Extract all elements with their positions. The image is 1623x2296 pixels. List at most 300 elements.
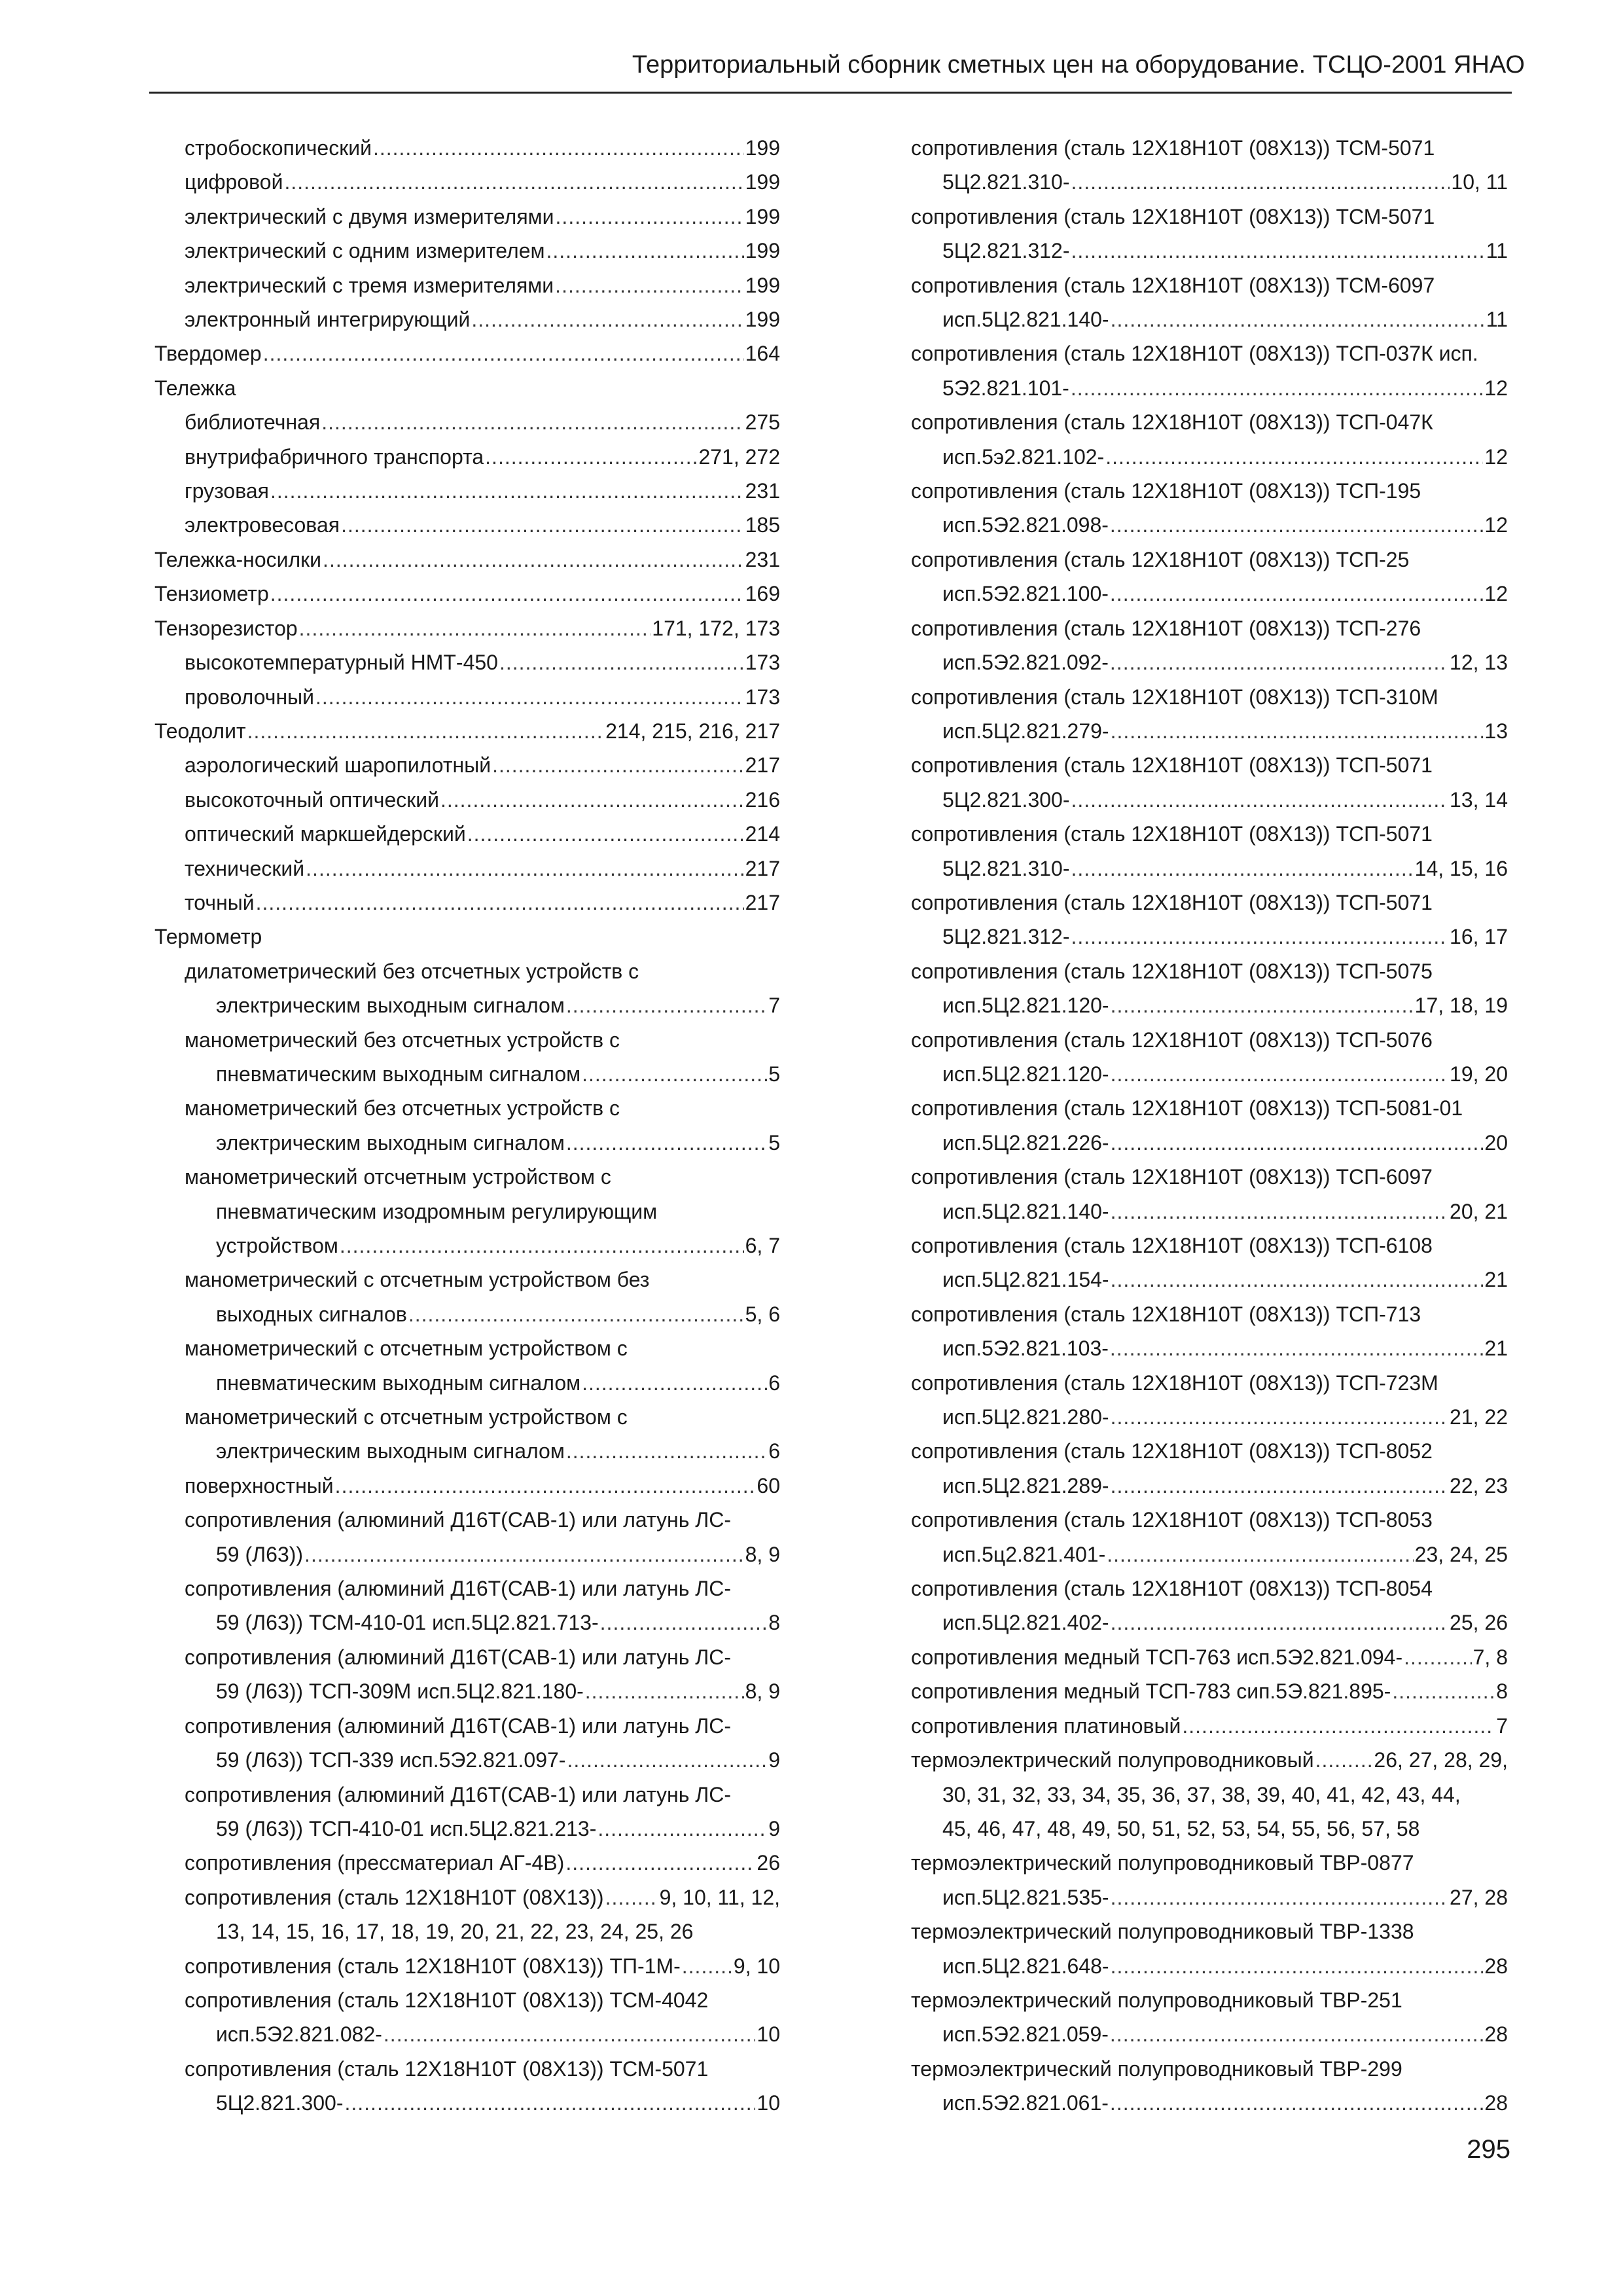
- entry-term: исп.5ц2.821.401-: [942, 1542, 1106, 1566]
- dot-leader: [1071, 852, 1413, 886]
- entry-term: сопротивления (прессматериал АГ-4В): [185, 1851, 565, 1875]
- entry-pages: 23, 24, 25: [1414, 1542, 1508, 1566]
- entry-term: сопротивления (алюминий Д16Т(САВ-1) или латунь ЛС-: [185, 1713, 732, 1738]
- index-entry: [911, 1434, 1508, 1503]
- entry-term: Термометр: [154, 925, 262, 949]
- index-entry: [911, 1640, 1508, 1674]
- entry-term: исп.5Ц2.821.402-: [942, 1611, 1109, 1635]
- entry-term: сопротивления (сталь 12Х18Н10Т (08Х13)) ТСП-723М: [911, 1371, 1438, 1395]
- dot-leader: [499, 645, 744, 679]
- entry-term: сопротивления (алюминий Д16Т(САВ-1) или латунь ЛС-: [185, 1645, 732, 1669]
- entry-pages: 7: [768, 994, 780, 1018]
- entry-pages: 60: [757, 1473, 780, 1498]
- entry-pages: 199: [745, 136, 780, 160]
- entry-pages: 17, 18, 19: [1414, 994, 1508, 1018]
- entry-term: пневматическим выходным сигналом: [216, 1371, 581, 1395]
- dot-leader: [582, 1057, 767, 1091]
- entry-pages: 26: [757, 1851, 780, 1875]
- index-entry: [911, 1091, 1508, 1160]
- index-entry: [185, 1949, 780, 1983]
- entry-term: исп.5Ц2.821.280-: [942, 1405, 1109, 1429]
- entry-term: сопротивления (сталь 12Х18Н10Т (08Х13)) ТСП-713: [911, 1302, 1421, 1326]
- entry-pages: 169: [745, 582, 780, 606]
- entry-term: выходных сигналов: [216, 1302, 407, 1326]
- entry-term: 5Ц2.821.310-: [942, 170, 1070, 194]
- entry-pages: 8: [768, 1611, 780, 1635]
- index-entry: [911, 1229, 1508, 1297]
- entry-pages: 5: [768, 1062, 780, 1086]
- entry-term: исп.5Ц2.821.279-: [942, 719, 1109, 743]
- index-entry: [185, 440, 780, 474]
- entry-term: исп.5Ц2.821.535-: [942, 1885, 1109, 1909]
- index-entry: [911, 817, 1508, 886]
- index-entry: [911, 954, 1508, 1023]
- index-entry: [911, 1914, 1508, 1983]
- dot-leader: [492, 748, 744, 782]
- dot-leader: [270, 474, 744, 508]
- entry-term: манометрический отсчетным устройством с: [185, 1165, 611, 1189]
- dot-leader: [1071, 783, 1448, 817]
- index-entry: [185, 1263, 780, 1331]
- entry-term: исп.5Ц2.821.120-: [942, 1062, 1109, 1086]
- entry-term: сопротивления (алюминий Д16Т(САВ-1) или латунь ЛС-: [185, 1577, 732, 1601]
- entry-term: Тележка: [154, 376, 236, 400]
- dot-leader: [1111, 1605, 1448, 1640]
- entry-pages: 6: [768, 1371, 780, 1395]
- entry-pages: 7: [1496, 1713, 1508, 1738]
- entry-term: исп.5Э2.821.100-: [942, 582, 1109, 606]
- entry-term: исп.5Ц2.821.120-: [942, 994, 1109, 1018]
- index-entry: [185, 1846, 780, 1880]
- dot-leader: [299, 611, 651, 645]
- entry-pages: 12: [1484, 582, 1508, 606]
- entry-term: электрический с одним измерителем: [185, 239, 545, 263]
- entry-term: сопротивления (сталь 12Х18Н10Т (08Х13)) ТП-1М-: [185, 1954, 681, 1978]
- entry-pages: 19, 20: [1450, 1062, 1508, 1086]
- entry-term: 5Ц2.821.312-: [942, 925, 1070, 949]
- index-entry: [911, 1709, 1508, 1743]
- entry-term: термоэлектрический полупроводниковый ТВР-0877: [911, 1851, 1414, 1875]
- index-entry: [185, 1709, 780, 1778]
- entry-term: сопротивления медный ТСП-783 сип.5Э.821.895-: [911, 1679, 1391, 1704]
- entry-term: пневматическим изодромным регулирующим: [216, 1199, 658, 1223]
- entry-term: исп.5Ц2.821.140-: [942, 1199, 1109, 1223]
- dot-leader: [1110, 1331, 1484, 1365]
- index-entry: [185, 817, 780, 851]
- entry-pages-continued: 45, 46, 47, 48, 49, 50, 51, 52, 53, 54, 55, 56, 57, 58: [942, 1816, 1420, 1840]
- dot-leader: [582, 1366, 767, 1400]
- entry-term: 59 (Л63)): [216, 1542, 304, 1566]
- dot-leader: [546, 234, 744, 268]
- index-entry: [154, 543, 780, 577]
- entry-pages: 8, 9: [745, 1679, 780, 1704]
- entry-pages: 28: [1484, 1954, 1508, 1978]
- index-entry: [154, 336, 780, 370]
- dot-leader: [1111, 1949, 1484, 1983]
- entry-term: Теодолит: [154, 719, 246, 743]
- entry-pages: 271, 272: [698, 444, 780, 469]
- index-entry: [185, 680, 780, 714]
- entry-term: пневматическим выходным сигналом: [216, 1062, 581, 1086]
- index-entry: [911, 1846, 1508, 1914]
- entry-term: исп.5Э2.821.092-: [942, 651, 1109, 675]
- entry-term: сопротивления (сталь 12Х18Н10Т (08Х13)) ТСП-8053: [911, 1508, 1433, 1532]
- index-entry: [911, 1297, 1508, 1366]
- dot-leader: [1111, 1400, 1448, 1434]
- dot-leader: [247, 714, 604, 748]
- entry-term: точный: [185, 890, 255, 914]
- entry-term: сопротивления (сталь 12Х18Н10Т (08Х13)) ТСП-195: [911, 479, 1421, 503]
- dot-leader: [1111, 714, 1484, 748]
- index-entry: [185, 1503, 780, 1571]
- entry-term: исп.5Ц2.821.226-: [942, 1130, 1109, 1155]
- entry-term: Тензиометр: [154, 582, 269, 606]
- entry-term: сопротивления (сталь 12Х18Н10Т (08Х13)) ТСП-5076: [911, 1028, 1433, 1052]
- entry-pages: 10: [757, 2022, 780, 2047]
- dot-leader: [566, 988, 767, 1022]
- dot-leader: [440, 783, 744, 817]
- index-entry: [911, 474, 1508, 543]
- index-entry: [154, 577, 780, 611]
- entry-term: сопротивления (сталь 12Х18Н10Т (08Х13)) ТСМ-5071: [911, 204, 1435, 228]
- entry-term: технический: [185, 856, 305, 880]
- entry-pages: 12: [1484, 444, 1508, 469]
- index-entry: [185, 954, 780, 1023]
- entry-pages: 173: [745, 685, 780, 709]
- entry-pages: 199: [745, 239, 780, 263]
- entry-term: исп.5Ц2.821.289-: [942, 1473, 1109, 1498]
- entry-term: оптический маркшейдерский: [185, 822, 466, 846]
- entry-pages: 9, 10, 11, 12,: [659, 1885, 780, 1909]
- entry-term: сопротивления (сталь 12Х18Н10Т (08Х13)) ТСМ-5071: [911, 136, 1435, 160]
- entry-term: стробоскопический: [185, 136, 372, 160]
- entry-pages: 199: [745, 204, 780, 228]
- entry-pages: 5, 6: [745, 1302, 780, 1326]
- index-entry: [911, 1571, 1508, 1640]
- dot-leader: [1392, 1674, 1495, 1708]
- entry-term: Твердомер: [154, 342, 262, 366]
- dot-leader: [565, 1846, 755, 1880]
- index-entry: [911, 268, 1508, 337]
- entry-term: сопротивления платиновый: [911, 1713, 1181, 1738]
- entry-pages: 11: [1486, 308, 1508, 332]
- dot-leader: [1110, 577, 1484, 611]
- entry-term: 5Ц2.821.300-: [942, 787, 1070, 812]
- entry-pages: 16, 17: [1450, 925, 1508, 949]
- entry-term: 5Ц2.821.300-: [216, 2091, 344, 2115]
- entry-term: сопротивления (сталь 12Х18Н10Т (08Х13)) ТСП-5081-01: [911, 1096, 1463, 1121]
- entry-pages: 231: [745, 479, 780, 503]
- dot-leader: [284, 165, 743, 199]
- index-entry: [911, 2052, 1508, 2121]
- dot-leader: [341, 508, 744, 542]
- entry-pages: 199: [745, 308, 780, 332]
- dot-leader: [585, 1674, 744, 1708]
- index-entry: [911, 1674, 1508, 1708]
- entry-term: 59 (Л63)) ТСП-410-01 исп.5Ц2.821.213-: [216, 1816, 597, 1840]
- entry-term: поверхностный: [185, 1473, 334, 1498]
- entry-pages: 173: [745, 651, 780, 675]
- index-entry: [185, 1331, 780, 1400]
- entry-term: сопротивления (сталь 12Х18Н10Т (08Х13)) ТСП-037К исп.: [911, 342, 1478, 366]
- index-entry: [185, 1091, 780, 1160]
- entry-term: 5Ц2.821.310-: [942, 856, 1070, 880]
- entry-pages: 14, 15, 16: [1414, 856, 1508, 880]
- dot-leader: [1111, 1469, 1448, 1503]
- index-entry: [911, 336, 1508, 405]
- entry-term: исп.5э2.821.102-: [942, 444, 1105, 469]
- entry-pages: 10: [757, 2091, 780, 2115]
- entry-term: сопротивления (сталь 12Х18Н10Т (08Х13)) ТСП-5071: [911, 890, 1433, 914]
- entry-term: 5Э2.821.101-: [942, 376, 1069, 400]
- index-entry: [185, 234, 780, 268]
- entry-term: электрическим выходным сигналом: [216, 1130, 565, 1155]
- dot-leader: [344, 2086, 755, 2120]
- entry-term: высокотемпературный НМТ-450: [185, 651, 498, 675]
- dot-leader: [1111, 1194, 1448, 1229]
- dot-leader: [1071, 920, 1448, 954]
- entry-pages-continued: 13, 14, 15, 16, 17, 18, 19, 20, 21, 22, 23, 24, 25, 26: [216, 1920, 694, 1944]
- entry-term: электрическим выходным сигналом: [216, 1439, 565, 1463]
- entry-pages: 185: [745, 513, 780, 537]
- dot-leader: [315, 680, 744, 714]
- dot-leader: [1110, 2086, 1484, 2120]
- index-entry: [911, 1023, 1508, 1092]
- index-entry: [911, 200, 1508, 268]
- entry-term: Тележка-носилки: [154, 547, 322, 571]
- index-entry: [154, 611, 780, 645]
- entry-term: исп.5Э2.821.061-: [942, 2091, 1109, 2115]
- dot-leader: [1105, 440, 1483, 474]
- dot-leader: [1315, 1743, 1373, 1777]
- entry-term: термоэлектрический полупроводниковый ТВР-1338: [911, 1920, 1414, 1944]
- dot-leader: [467, 817, 744, 851]
- index-entry: [185, 508, 780, 542]
- entry-term: термоэлектрический полупроводниковый: [911, 1748, 1314, 1772]
- entry-pages: 20: [1484, 1130, 1508, 1155]
- dot-leader: [556, 200, 744, 234]
- entry-pages: 216: [745, 787, 780, 812]
- entry-pages: 275: [745, 410, 780, 435]
- index-entry: [185, 1778, 780, 1846]
- dot-leader: [566, 1434, 767, 1468]
- index-entry: [185, 131, 780, 165]
- entry-pages: 9, 10: [733, 1954, 780, 1978]
- entry-term: устройством: [216, 1234, 338, 1257]
- entry-term: манометрический с отсчетным устройством с: [185, 1405, 628, 1429]
- index-entry: [911, 1743, 1508, 1846]
- dot-leader: [1111, 1126, 1484, 1160]
- entry-pages: 217: [745, 856, 780, 880]
- entry-pages: 22, 23: [1450, 1473, 1508, 1498]
- entry-term: 59 (Л63)) ТСП-339 исп.5Э2.821.097-: [216, 1748, 566, 1772]
- entry-term: библиотечная: [185, 410, 321, 435]
- entry-term: электровесовая: [185, 513, 340, 537]
- index-entry: [185, 1400, 780, 1469]
- entry-pages: 9: [768, 1816, 780, 1840]
- dot-leader: [304, 1537, 744, 1571]
- index-entry: [185, 748, 780, 782]
- dot-leader: [335, 1469, 756, 1503]
- dot-leader: [1110, 645, 1448, 679]
- index-entry: [911, 1160, 1508, 1229]
- entry-term: цифровой: [185, 170, 283, 194]
- entry-pages: 164: [745, 342, 780, 366]
- page-number: 295: [1467, 2135, 1510, 2164]
- entry-term: сопротивления (сталь 12Х18Н10Т (08Х13)) ТСП-5075: [911, 959, 1433, 983]
- index-entry: [185, 200, 780, 234]
- dot-leader: [340, 1229, 744, 1263]
- dot-leader: [471, 302, 743, 336]
- index-entry: [185, 852, 780, 886]
- entry-term: исп.5Э2.821.103-: [942, 1336, 1109, 1361]
- dot-leader: [600, 1605, 768, 1640]
- entry-pages: 12, 13: [1450, 651, 1508, 675]
- dot-leader: [1110, 2017, 1484, 2051]
- index-entry: [911, 1366, 1508, 1435]
- entry-pages: 5: [768, 1130, 780, 1155]
- dot-leader: [1071, 234, 1484, 268]
- entry-term: сопротивления (сталь 12Х18Н10Т (08Х13)) ТСП-8054: [911, 1577, 1433, 1601]
- entry-pages: 217: [745, 890, 780, 914]
- index-entry: [185, 268, 780, 302]
- entry-pages: 25, 26: [1450, 1611, 1508, 1635]
- entry-term: сопротивления (алюминий Д16Т(САВ-1) или латунь ЛС-: [185, 1508, 732, 1532]
- entry-pages: 21: [1484, 1268, 1508, 1292]
- dot-leader: [323, 543, 744, 577]
- entry-pages: 12: [1484, 376, 1508, 400]
- entry-pages: 13, 14: [1450, 787, 1508, 812]
- entry-pages: 27, 28: [1450, 1885, 1508, 1909]
- dot-leader: [682, 1949, 732, 1983]
- entry-term: сопротивления (сталь 12Х18Н10Т (08Х13)) ТСП-25: [911, 547, 1410, 571]
- entry-pages: 12: [1484, 513, 1508, 537]
- dot-leader: [567, 1743, 767, 1777]
- entry-pages: 6: [768, 1439, 780, 1463]
- entry-term: 5Ц2.821.312-: [942, 239, 1070, 263]
- dot-leader: [1111, 988, 1414, 1022]
- entry-term: сопротивления (сталь 12Х18Н10Т (08Х13)) ТСП-047К: [911, 410, 1433, 435]
- entry-pages: 231: [745, 547, 780, 571]
- entry-term: термоэлектрический полупроводниковый ТВР-299: [911, 2056, 1402, 2081]
- entry-pages: 13: [1484, 719, 1508, 743]
- entry-term: исп.5Э2.821.059-: [942, 2022, 1109, 2047]
- entry-term: электрическим выходным сигналом: [216, 994, 565, 1018]
- dot-leader: [256, 886, 744, 920]
- entry-term: 59 (Л63)) ТСМ-410-01 исп.5Ц2.821.713-: [216, 1611, 599, 1635]
- entry-term: 59 (Л63)) ТСП-309М исп.5Ц2.821.180-: [216, 1679, 584, 1704]
- dot-leader: [1111, 1057, 1448, 1091]
- entry-term: манометрический с отсчетным устройством без: [185, 1268, 650, 1292]
- entry-term: высокоточный оптический: [185, 787, 439, 812]
- index-entry: [154, 371, 780, 405]
- index-entry: [185, 1983, 780, 2052]
- index-entry: [185, 1469, 780, 1503]
- index-entry: [911, 1503, 1508, 1571]
- dot-leader: [597, 1812, 767, 1846]
- entry-pages: 9: [768, 1748, 780, 1772]
- entry-pages: 217: [745, 753, 780, 778]
- entry-pages: 10, 11: [1451, 170, 1508, 194]
- entry-term: сопротивления (сталь 12Х18Н10Т (08Х13)) ТСП-276: [911, 616, 1421, 640]
- index-entry: [911, 131, 1508, 200]
- entry-term: электрический с двумя измерителями: [185, 204, 554, 228]
- index-entry: [911, 886, 1508, 954]
- dot-leader: [1111, 302, 1485, 336]
- entry-pages: 21: [1484, 1336, 1508, 1361]
- entry-pages: 171, 172, 173: [652, 616, 780, 640]
- entry-pages-continued: 30, 31, 32, 33, 34, 35, 36, 37, 38, 39, 40, 41, 42, 43, 44,: [942, 1782, 1461, 1806]
- entry-term: электрический с тремя измерителями: [185, 273, 554, 297]
- index-entry: [185, 783, 780, 817]
- index-entry: [154, 714, 780, 748]
- entry-term: исп.5Ц2.821.154-: [942, 1268, 1109, 1292]
- entry-pages: 26, 27, 28, 29,: [1374, 1748, 1508, 1772]
- entry-term: грузовая: [185, 479, 269, 503]
- dot-leader: [306, 852, 743, 886]
- index-entry: [911, 748, 1508, 817]
- index-entry: [185, 405, 780, 439]
- index-entry: [154, 920, 780, 954]
- dot-leader: [1071, 371, 1484, 405]
- dot-leader: [605, 1880, 658, 1914]
- index-entry: [185, 1880, 780, 1949]
- index-entry: [911, 405, 1508, 474]
- dot-leader: [1111, 1880, 1448, 1914]
- entry-term: исп.5Ц2.821.140-: [942, 308, 1109, 332]
- index-entry: [185, 302, 780, 336]
- dot-leader: [485, 440, 697, 474]
- entry-pages: 28: [1484, 2022, 1508, 2047]
- entry-term: аэрологический шаропилотный: [185, 753, 491, 778]
- entry-term: сопротивления (сталь 12Х18Н10Т (08Х13)) ТСМ-5071: [185, 2056, 709, 2081]
- entry-term: дилатометрический без отсчетных устройств с: [185, 959, 639, 983]
- dot-leader: [1182, 1709, 1495, 1743]
- index-entry: [911, 680, 1508, 749]
- dot-leader: [270, 577, 744, 611]
- dot-leader: [373, 131, 744, 165]
- dot-leader: [263, 336, 744, 370]
- entry-pages: 6, 7: [745, 1234, 780, 1257]
- dot-leader: [1107, 1537, 1413, 1571]
- index-entry: [185, 165, 780, 199]
- dot-leader: [408, 1297, 744, 1331]
- entry-pages: 214, 215, 216, 217: [605, 719, 780, 743]
- entry-term: внутрифабричного транспорта: [185, 444, 484, 469]
- entry-term: термоэлектрический полупроводниковый ТВР-251: [911, 1988, 1402, 2012]
- entry-term: сопротивления (сталь 12Х18Н10Т (08Х13)) ТСП-6097: [911, 1165, 1433, 1189]
- entry-pages: 11: [1486, 239, 1508, 263]
- entry-term: манометрический без отсчетных устройств с: [185, 1096, 620, 1121]
- entry-term: сопротивления (сталь 12Х18Н10Т (08Х13)) ТСМ-6097: [911, 273, 1435, 297]
- header-rule: [149, 92, 1512, 94]
- entry-pages: 8: [1496, 1679, 1508, 1704]
- index-entry: [911, 611, 1508, 680]
- dot-leader: [383, 2017, 756, 2051]
- dot-leader: [1404, 1640, 1472, 1674]
- index-entry: [185, 474, 780, 508]
- entry-pages: 199: [745, 273, 780, 297]
- index-column-left: [154, 131, 780, 2121]
- index-entry: [911, 543, 1508, 611]
- dot-leader: [566, 1126, 767, 1160]
- index-entry: [185, 1571, 780, 1640]
- entry-term: сопротивления медный ТСП-763 исп.5Э2.821.094-: [911, 1645, 1403, 1669]
- dot-leader: [1110, 508, 1484, 542]
- entry-term: сопротивления (сталь 12Х18Н10Т (08Х13)) ТСМ-4042: [185, 1988, 709, 2012]
- index-entry: [185, 2052, 780, 2121]
- index-entry: [185, 645, 780, 679]
